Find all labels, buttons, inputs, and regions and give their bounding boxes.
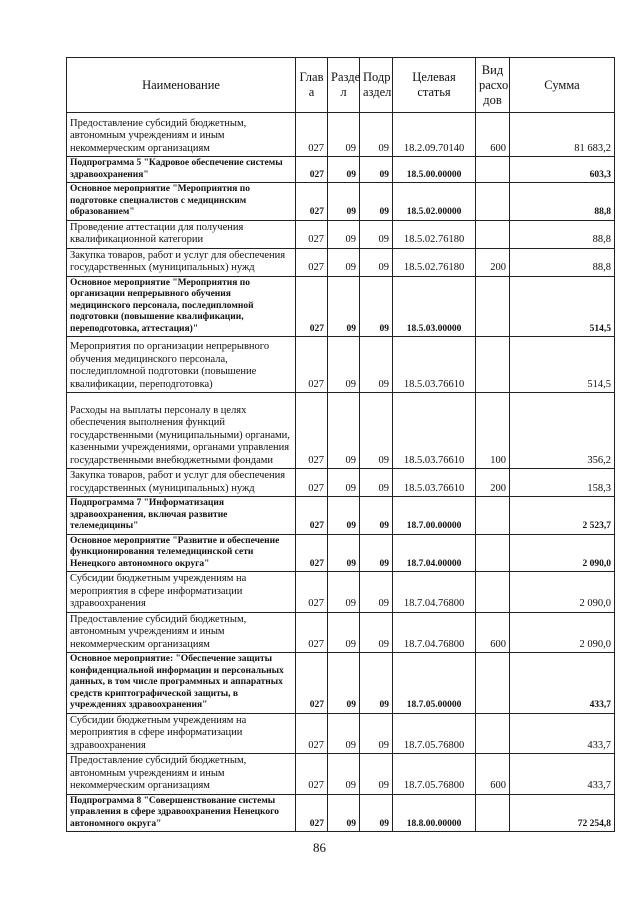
row-chapter: 027 (296, 337, 328, 393)
row-section: 09 (328, 183, 360, 221)
row-name: Закупка товаров, работ и услуг для обеспечения государственных (муниципальных) нужд (67, 248, 296, 276)
row-name: Субсидии бюджетным учреждениям на мероприятия в сфере информатизации здравоохранения (67, 713, 296, 754)
row-subsection: 09 (360, 220, 393, 248)
row-target: 18.5.03.76610 (393, 393, 476, 469)
row-expense-type (476, 276, 510, 337)
row-target: 18.5.03.76610 (393, 469, 476, 497)
table-row (67, 754, 615, 795)
row-target: 18.7.05.76800 (393, 754, 476, 795)
row-amount: 514,5 (510, 337, 615, 393)
table-row (67, 157, 615, 183)
row-amount: 603,3 (510, 157, 615, 183)
row-section: 09 (328, 653, 360, 714)
row-section: 09 (328, 220, 360, 248)
row-section: 09 (328, 713, 360, 754)
row-chapter: 027 (296, 157, 328, 183)
row-amount: 2 090,0 (510, 572, 615, 613)
row-amount: 2 523,7 (510, 497, 615, 535)
row-subsection: 09 (360, 754, 393, 795)
row-name: Основное мероприятие: "Обеспечение защиты конфиденциальной информации и персональных данных, в том числе программных и аппаратных средств криптографической защиты, в учреждениях здравоохранения" (67, 653, 296, 714)
row-expense-type: 600 (476, 612, 510, 653)
row-name: Основное мероприятие "Мероприятия по организации непрерывного обучения медицинского персонала, последипломной подготовки (повышение квалификации, переподготовка, аттестация)" (67, 276, 296, 337)
row-section: 09 (328, 534, 360, 572)
row-chapter: 027 (296, 393, 328, 469)
row-name: Подпрограмма 8 "Совершенствование системы управления в сфере здравоохранения Ненецкого автономного округа" (67, 794, 296, 832)
table-row (67, 248, 615, 276)
row-expense-type: 600 (476, 113, 510, 157)
row-chapter: 027 (296, 183, 328, 221)
row-amount: 356,2 (510, 393, 615, 469)
row-section: 09 (328, 276, 360, 337)
row-subsection: 09 (360, 393, 393, 469)
table-row (67, 220, 615, 248)
row-target: 18.7.00.00000 (393, 497, 476, 535)
row-subsection: 09 (360, 337, 393, 393)
row-subsection: 09 (360, 183, 393, 221)
table-row (67, 469, 615, 497)
table-row (67, 337, 615, 393)
row-name: Расходы на выплаты персоналу в целях обеспечения выполнения функций государственными (муниципальными) органами, казенными учреждениями, органами управления государственными внебюджетными фондами (67, 393, 296, 469)
row-amount: 2 090,0 (510, 612, 615, 653)
table-row (67, 612, 615, 653)
page-number: 86 (313, 840, 326, 855)
row-section: 09 (328, 337, 360, 393)
row-expense-type (476, 183, 510, 221)
row-section: 09 (328, 754, 360, 795)
row-target: 18.7.05.00000 (393, 653, 476, 714)
row-expense-type: 200 (476, 469, 510, 497)
row-amount: 72 254,8 (510, 794, 615, 832)
row-amount: 158,3 (510, 469, 615, 497)
row-target: 18.8.00.00000 (393, 794, 476, 832)
row-target: 18.5.02.76180 (393, 248, 476, 276)
row-section: 09 (328, 113, 360, 157)
row-chapter: 027 (296, 248, 328, 276)
row-name: Предоставление субсидий бюджетным, автономным учреждениям и иным некоммерческим организациям (67, 113, 296, 157)
row-name: Субсидии бюджетным учреждениям на мероприятия в сфере информатизации здравоохранения (67, 572, 296, 613)
row-expense-type: 100 (476, 393, 510, 469)
row-section: 09 (328, 248, 360, 276)
row-section: 09 (328, 157, 360, 183)
row-name: Основное мероприятие "Мероприятия по подготовке специалистов с медицинским образованием" (67, 183, 296, 221)
row-name: Закупка товаров, работ и услуг для обеспечения государственных (муниципальных) нужд (67, 469, 296, 497)
row-amount: 433,7 (510, 653, 615, 714)
row-name: Мероприятия по организации непрерывного обучения медицинского персонала, последипломной подготовки (повышение квалификации, переподготовка) (67, 337, 296, 393)
header-chapter: Глав а (296, 58, 328, 113)
row-amount: 433,7 (510, 713, 615, 754)
row-target: 18.5.02.00000 (393, 183, 476, 221)
row-subsection: 09 (360, 113, 393, 157)
row-chapter: 027 (296, 572, 328, 613)
row-name: Подпрограмма 7 "Информатизация здравоохранения, включая развитие телемедицины" (67, 497, 296, 535)
row-expense-type (476, 713, 510, 754)
row-chapter: 027 (296, 469, 328, 497)
row-amount: 433,7 (510, 754, 615, 795)
row-subsection: 09 (360, 276, 393, 337)
header-target: Целевая статья (393, 58, 476, 113)
row-target: 18.5.02.76180 (393, 220, 476, 248)
row-amount: 2 090,0 (510, 534, 615, 572)
row-chapter: 027 (296, 612, 328, 653)
row-section: 09 (328, 497, 360, 535)
row-chapter: 027 (296, 534, 328, 572)
row-chapter: 027 (296, 653, 328, 714)
table-row (67, 534, 615, 572)
row-chapter: 027 (296, 220, 328, 248)
row-expense-type (476, 157, 510, 183)
row-name: Проведение аттестации для получения квалификационной категории (67, 220, 296, 248)
row-expense-type (476, 220, 510, 248)
row-subsection: 09 (360, 572, 393, 613)
row-chapter: 027 (296, 713, 328, 754)
row-section: 09 (328, 469, 360, 497)
row-expense-type (476, 337, 510, 393)
table-header-row (67, 58, 615, 113)
header-amount: Сумма (510, 58, 615, 113)
row-subsection: 09 (360, 534, 393, 572)
row-subsection: 09 (360, 469, 393, 497)
row-subsection: 09 (360, 157, 393, 183)
row-chapter: 027 (296, 276, 328, 337)
row-name: Основное мероприятие "Развитие и обеспечение функционирования телемедицинской сети Ненецкого автономного округа" (67, 534, 296, 572)
row-chapter: 027 (296, 497, 328, 535)
row-target: 18.5.03.00000 (393, 276, 476, 337)
row-amount: 514,5 (510, 276, 615, 337)
row-chapter: 027 (296, 754, 328, 795)
row-amount: 88,8 (510, 248, 615, 276)
row-expense-type: 600 (476, 754, 510, 795)
table-row (67, 393, 615, 469)
row-amount: 88,8 (510, 220, 615, 248)
row-subsection: 09 (360, 497, 393, 535)
row-section: 09 (328, 794, 360, 832)
row-amount: 81 683,2 (510, 113, 615, 157)
row-section: 09 (328, 393, 360, 469)
row-chapter: 027 (296, 113, 328, 157)
table-body (67, 113, 615, 832)
table-row (67, 572, 615, 613)
row-expense-type (476, 572, 510, 613)
header-subsection: Подр аздел (360, 58, 393, 113)
table-row (67, 113, 615, 157)
row-chapter: 027 (296, 794, 328, 832)
row-expense-type (476, 653, 510, 714)
row-subsection: 09 (360, 248, 393, 276)
table-row (67, 497, 615, 535)
row-expense-type (476, 534, 510, 572)
row-target: 18.5.00.00000 (393, 157, 476, 183)
row-expense-type (476, 794, 510, 832)
row-target: 18.7.05.76800 (393, 713, 476, 754)
row-target: 18.5.03.76610 (393, 337, 476, 393)
header-name: Наименование (67, 58, 296, 113)
row-target: 18.2.09.70140 (393, 113, 476, 157)
header-expense-type: Вид расхо дов (476, 58, 510, 113)
table-row (67, 276, 615, 337)
row-section: 09 (328, 572, 360, 613)
row-target: 18.7.04.00000 (393, 534, 476, 572)
table-row (67, 183, 615, 221)
row-subsection: 09 (360, 794, 393, 832)
table-row (67, 653, 615, 714)
row-name: Предоставление субсидий бюджетным, автономным учреждениям и иным некоммерческим организациям (67, 612, 296, 653)
row-name: Подпрограмма 5 "Кадровое обеспечение системы здравоохранения" (67, 157, 296, 183)
row-target: 18.7.04.76800 (393, 572, 476, 613)
row-name: Предоставление субсидий бюджетным, автономным учреждениям и иным некоммерческим организациям (67, 754, 296, 795)
table-row (67, 794, 615, 832)
header-section: Разде л (328, 58, 360, 113)
row-section: 09 (328, 612, 360, 653)
row-subsection: 09 (360, 612, 393, 653)
row-amount: 88,8 (510, 183, 615, 221)
table-row (67, 713, 615, 754)
row-target: 18.7.04.76800 (393, 612, 476, 653)
row-subsection: 09 (360, 653, 393, 714)
budget-table (66, 57, 615, 832)
row-expense-type: 200 (476, 248, 510, 276)
row-expense-type (476, 497, 510, 535)
row-subsection: 09 (360, 713, 393, 754)
